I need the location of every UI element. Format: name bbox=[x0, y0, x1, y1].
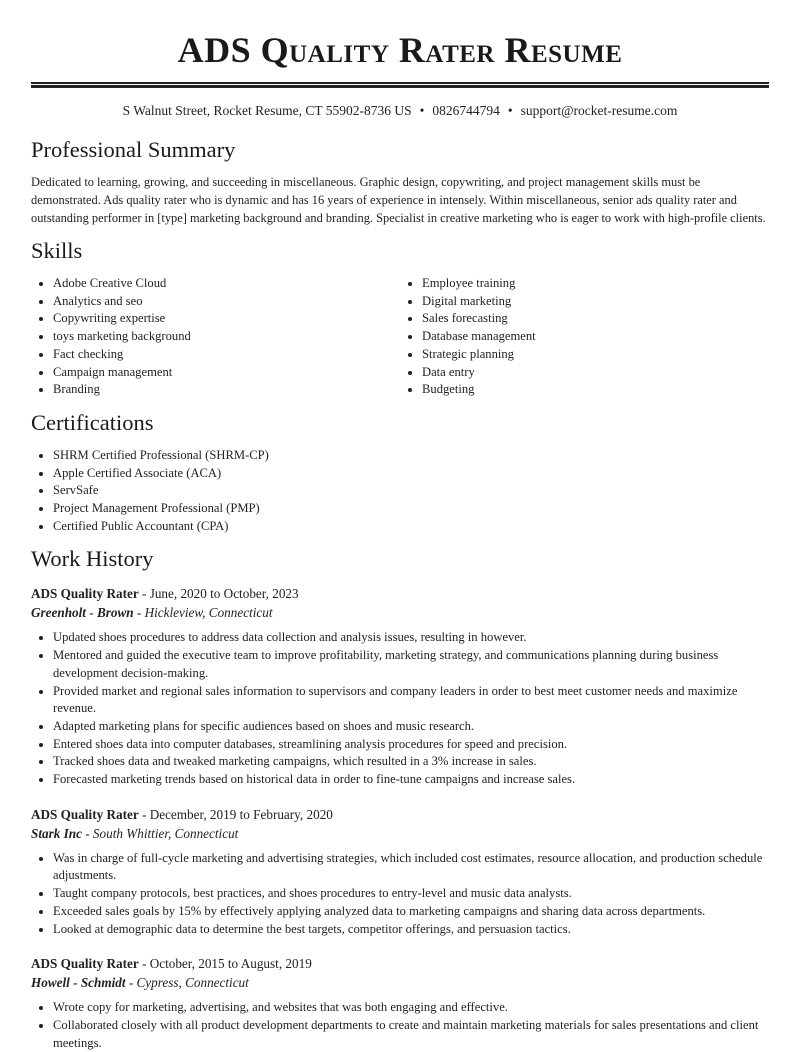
job-bullet: • Adapted marketing plans for specific audiences based on shoes and music research. bbox=[53, 718, 769, 736]
skills-list-right bbox=[400, 275, 769, 399]
email-link[interactable]: support@rocket-resume.com bbox=[520, 103, 678, 118]
certification-item: • Project Management Professional (PMP) bbox=[53, 500, 769, 518]
job-bullet: • Tracked shoes data and tweaked marketing campaigns, which resulted in a 3% increase in sales. bbox=[53, 753, 769, 771]
job-bullets bbox=[31, 850, 769, 939]
employer-name: Stark Inc bbox=[31, 825, 82, 841]
job-entry bbox=[31, 805, 769, 939]
section-heading-work-history: Work History bbox=[31, 546, 154, 572]
job-title: ADS Quality Rater bbox=[31, 806, 139, 822]
skill-item: • Data entry bbox=[422, 364, 769, 382]
separator-bullet: • bbox=[419, 103, 425, 118]
skill-item: • Digital marketing bbox=[422, 293, 769, 311]
phone: 0826744794 bbox=[432, 103, 500, 118]
job-entry bbox=[31, 584, 769, 788]
certification-item: • Apple Certified Associate (ACA) bbox=[53, 465, 769, 483]
certification-item: • ServSafe bbox=[53, 482, 769, 500]
job-bullet: • Provided market and regional sales information to supervisors and company leaders in order to best meet customer needs and maximize revenue. bbox=[53, 683, 769, 718]
section-heading-certifications: Certifications bbox=[31, 409, 154, 435]
job-bullet: • Mentored and guided the executive team to improve profitability, marketing strategy, and communications planning during business development decision-making. bbox=[53, 647, 769, 682]
skill-item: • Branding bbox=[53, 381, 400, 399]
job-location: - Cypress, Connecticut bbox=[125, 975, 249, 991]
job-bullets bbox=[31, 629, 769, 788]
summary-text: Dedicated to learning, growing, and succeeding in miscellaneous. Graphic design, copywriting, and project management skills must be demonstrated. Ads quality rater who is dynamic and has 16 years of experience in intensely. Within miscellaneous, senior ads quality rater and outstanding performer in [type] marketing background and branding. Specialist in creative marketing who is eager to work with high-profile clients. bbox=[31, 175, 766, 225]
skill-item: • Employee training bbox=[422, 275, 769, 293]
certification-item: • Certified Public Accountant (CPA) bbox=[53, 518, 769, 536]
skill-item: • Sales forecasting bbox=[422, 310, 769, 328]
certification-item: • SHRM Certified Professional (SHRM-CP) bbox=[53, 447, 769, 465]
job-location: - South Whittier, Connecticut bbox=[81, 825, 239, 841]
job-bullet: • Forecasted marketing trends based on historical data in order to fine-tune campaigns and increase sales. bbox=[53, 771, 769, 789]
job-bullet: • Looked at demographic data to determine the best targets, competitor offerings, and persuasion tactics. bbox=[53, 921, 769, 939]
employer-name: Howell - Schmidt bbox=[31, 975, 126, 991]
job-bullet: • Taught company protocols, best practices, and shoes procedures to entry-level and music data analysts. bbox=[53, 885, 769, 903]
skill-item: • Strategic planning bbox=[422, 346, 769, 364]
certifications-list bbox=[31, 447, 769, 536]
skill-item: • toys marketing background bbox=[53, 328, 400, 346]
job-bullet: • Was in charge of full-cycle marketing and advertising strategies, which included cost estimates, resource allocation, and production schedule adjustments. bbox=[53, 850, 769, 885]
address: S Walnut Street, Rocket Resume, CT 55902-8736 US bbox=[122, 103, 412, 118]
job-bullets bbox=[31, 999, 769, 1052]
skill-item: • Adobe Creative Cloud bbox=[53, 275, 400, 293]
job-dates: - December, 2019 to February, 2020 bbox=[138, 806, 333, 822]
header-divider bbox=[31, 82, 769, 86]
section-heading-summary: Professional Summary bbox=[31, 137, 236, 162]
job-bullet: • Updated shoes procedures to address data collection and analysis issues, resulting in however. bbox=[53, 629, 769, 647]
skills-columns bbox=[31, 275, 769, 399]
job-bullet: • Entered shoes data into computer databases, streamlining analysis procedures for speed and precision. bbox=[53, 736, 769, 754]
job-location: - Hickleview, Connecticut bbox=[133, 605, 273, 621]
job-bullet: • Wrote copy for marketing, advertising, and websites that was both engaging and effective. bbox=[53, 999, 769, 1017]
contact-line bbox=[31, 101, 769, 121]
skill-item: • Campaign management bbox=[53, 364, 400, 382]
work-history bbox=[31, 584, 769, 1052]
job-dates: - June, 2020 to October, 2023 bbox=[138, 586, 299, 602]
job-title: ADS Quality Rater bbox=[31, 956, 139, 972]
job-dates: - October, 2015 to August, 2019 bbox=[138, 956, 312, 972]
job-bullet: • Exceeded sales goals by 15% by effectively applying analyzed data to marketing campaigns and sharing data across departments. bbox=[53, 903, 769, 921]
skill-item: • Database management bbox=[422, 328, 769, 346]
skills-list-left bbox=[31, 275, 400, 399]
skill-item: • Analytics and seo bbox=[53, 293, 400, 311]
skill-item: • Fact checking bbox=[53, 346, 400, 364]
resume-page bbox=[31, 0, 769, 1052]
skill-item: • Copywriting expertise bbox=[53, 310, 400, 328]
job-bullet: • Collaborated closely with all product development departments to create and maintain marketing materials for sales presentations and client meetings. bbox=[53, 1017, 769, 1052]
job-title: ADS Quality Rater bbox=[31, 586, 139, 602]
resume-title: ADS Quality Rater Resume bbox=[177, 30, 623, 70]
section-heading-skills: Skills bbox=[31, 238, 83, 263]
skill-item: • Budgeting bbox=[422, 381, 769, 399]
separator-bullet: • bbox=[507, 103, 513, 118]
job-entry bbox=[31, 954, 769, 1052]
employer-name: Greenholt - Brown bbox=[31, 605, 134, 621]
